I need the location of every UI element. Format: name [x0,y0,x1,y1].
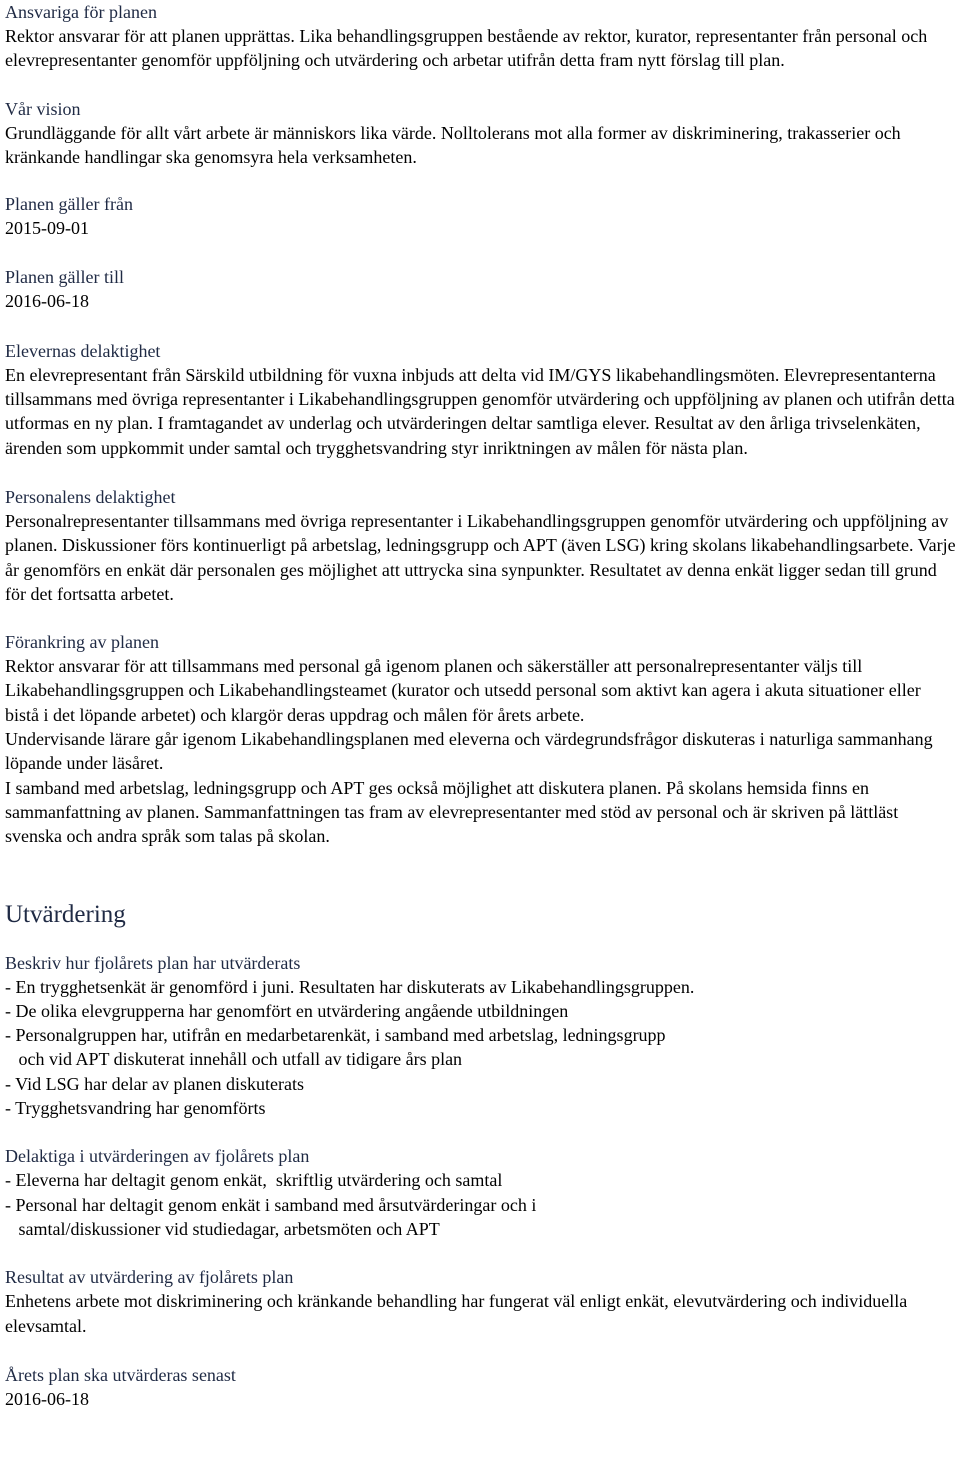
section-text: Rektor ansvarar för att planen upprättas. Lika behandlingsgruppen bestående av rektor, kurator, representanter från personal och elevrepresentanter genomför uppföljning och utvärdering och arbetar utifrån detta fram nytt förslag till plan. [5,26,928,71]
section-forankring [5,630,957,848]
section-vision [5,97,957,170]
section-heading: Delaktiga i utvärderingen av fjolårets plan [5,1146,310,1167]
section-paragraph: Rektor ansvarar för att tillsammans med personal gå igenom planen och säkerställer att personalrepresentanter väljs till Likabehandlingsgruppen och Likabehandlingsteamet (kurator och utsedd personal som aktivt kan agera i akuta situationer eller bistå i det löpande arbetet) och klargör deras uppdrag och målen för årets arbete. [5,656,921,725]
section-heading: Årets plan ska utvärderas senast [5,1364,236,1385]
section-heading: Förankring av planen [5,632,159,653]
document-page [5,0,957,1411]
list-item: och vid APT diskuterat innehåll och utfall av tidigare års plan [5,1049,463,1070]
section-text: Grundläggande för allt vårt arbete är människors lika värde. Nolltolerans mot alla former av diskriminering, trakasserier och kränkande handlingar ska genomsyra hela verksamheten. [5,122,901,167]
section-heading: Resultat av utvärdering av fjolårets plan [5,1267,294,1288]
section-text: En elevrepresentant från Särskild utbildning för vuxna inbjuds att delta vid IM/GYS likabehandlingsmöten. Elevrepresentanterna tillsammans med övriga representanter i Likabehandlingsgruppen genomför utvärdering och uppföljning av planen och utifrån detta utformas en ny plan. I framtagandet av underlag och utvärderingen deltar samtliga elever. Resultat av den årliga trivselenkäten, ärenden som uppkommit under samtal och trygghetsvandring styr inriktningen av målen för nästa plan. [5,364,955,458]
list-item: - En trygghetsenkät är genomförd i juni. Resultaten har diskuterats av Likabehandlingsgruppen. [5,976,695,997]
section-beskriv [5,951,957,1121]
list-item: - Vid LSG har delar av planen diskuterats [5,1073,305,1094]
list-item: - Trygghetsvandring har genomförts [5,1098,266,1119]
list-item: - Personalgruppen har, utifrån en medarbetarenkät, i samband med arbetslag, ledningsgrupp [5,1025,666,1046]
section-heading: Personalens delaktighet [5,486,176,507]
section-heading: Elevernas delaktighet [5,340,161,361]
utvardering-title: Utvärdering [5,900,126,928]
section-heading: Planen gäller från [5,194,133,215]
end-date: 2016-06-18 [5,291,89,312]
start-date: 2015-09-01 [5,218,89,239]
section-text: Personalrepresentanter tillsammans med övriga representanter i Likabehandlingsgruppen genomför utvärdering och uppföljning av planen. Diskussioner förs kontinuerligt på arbetslag, ledningsgrupp och APT (även LSG) kring skolans likabehandlingsarbete. Varje år genomförs en enkät där personalen ges möjlighet att uttrycka sina synpunkter. Resultatet av denna enkät ligger sedan till grund för det fortsatta arbetet. [5,510,956,604]
section-heading: Beskriv hur fjolårets plan har utvärderats [5,952,301,973]
list-item: - De olika elevgrupperna har genomfört en utvärdering angående utbildningen [5,1000,569,1021]
section-elevernas [5,339,957,460]
section-heading: Ansvariga för planen [5,2,157,22]
section-senast [5,1363,957,1411]
section-heading: Planen gäller till [5,267,124,288]
section-personalens [5,485,957,606]
section-paragraph: I samband med arbetslag, ledningsgrupp och APT ges också möjlighet att diskutera planen. På skolans hemsida finns en sammanfattning av planen. Sammanfattningen tas fram av elevrepresentanter med stöd av personal och är skriven på lättläst svenska och andra språk som talas på skolan. [5,777,899,847]
evaluation-date: 2016-06-18 [5,1388,89,1409]
section-delaktiga [5,1144,957,1241]
section-ansvariga [5,0,957,73]
list-item: samtal/diskussioner vid studiedagar, arbetsmöten och APT [5,1218,440,1239]
section-galler-till [5,265,957,313]
list-item: - Personal har deltagit genom enkät i samband med årsutvärderingar och i [5,1194,537,1215]
section-paragraph: Undervisande lärare går igenom Likabehandlingsplanen med eleverna och värdegrundsfrågor diskuteras i naturliga sammanhang löpande under läsåret. [5,729,933,774]
section-heading: Vår vision [5,98,81,119]
section-text: Enhetens arbete mot diskriminering och kränkande behandling har fungerat väl enligt enkät, elevutvärdering och individuella elevsamtal. [5,1291,908,1336]
list-item: - Eleverna har deltagit genom enkät, skriftlig utvärdering och samtal [5,1170,503,1191]
section-resultat [5,1265,957,1338]
section-galler-fran [5,192,957,240]
